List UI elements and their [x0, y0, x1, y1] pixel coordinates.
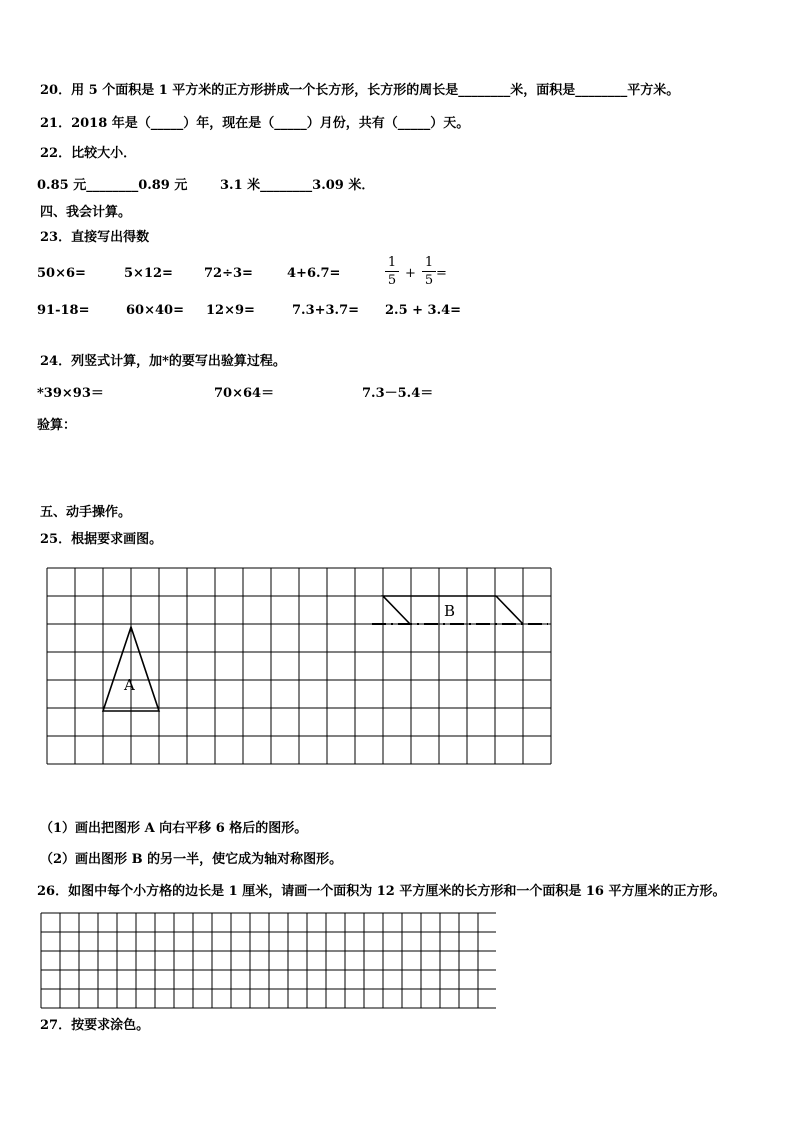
- drawing-grid-25[interactable]: [46, 566, 554, 770]
- calc-item: 7.3+3.7=: [292, 303, 360, 318]
- question-24-title: 24．列竖式计算，加*的要写出验算过程。: [40, 354, 286, 369]
- equals-sign: =: [436, 266, 447, 281]
- calc-item: 4+6.7=: [287, 266, 341, 281]
- fraction-bar: [422, 271, 436, 272]
- grid-lines: [47, 568, 551, 764]
- numerator: 1: [424, 255, 434, 270]
- fraction-one-fifth-a: [385, 255, 399, 288]
- plus-sign: +: [405, 266, 416, 281]
- numerator: 1: [387, 255, 397, 270]
- section-4-heading: 四、我会计算。: [40, 205, 132, 220]
- fraction-bar: [385, 271, 399, 272]
- grid-lines: [41, 913, 496, 1008]
- calc-item: 12×9=: [206, 303, 255, 318]
- compare-b: 3.1 米________3.09 米．: [220, 178, 375, 193]
- section-5-heading: 五、动手操作。: [40, 505, 132, 520]
- question-26-title: 26．如图中每个小方格的边长是 1 厘米，请画一个面积为 12 平方厘米的长方形和一个面积是 16 平方厘米的正方形。: [37, 884, 726, 899]
- question-25-title: 25．根据要求画图。: [40, 532, 163, 547]
- vertical-calc-item: 7.3－5.4＝: [362, 386, 434, 401]
- question-25-part-2: （2）画出图形 B 的另一半，使它成为轴对称图形。: [40, 852, 343, 867]
- question-27-title: 27．按要求涂色。: [40, 1018, 150, 1033]
- vertical-calc-item: 70×64＝: [214, 386, 275, 401]
- calc-item: 72÷3=: [204, 266, 253, 281]
- calc-item: 5×12=: [124, 266, 173, 281]
- compare-a: 0.85 元________0.89 元: [37, 178, 188, 193]
- question-25-part-1: （1）画出把图形 A 向右平移 6 格后的图形。: [40, 821, 308, 836]
- drawing-grid-26[interactable]: [40, 912, 496, 1010]
- calc-item: 60×40=: [126, 303, 184, 318]
- vertical-calc-item: *39×93＝: [37, 386, 104, 401]
- check-label: 验算：: [37, 418, 77, 433]
- question-20: 20．用 5 个面积是 1 平方米的正方形拼成一个长方形，长方形的周长是________米，面积是________平方米。: [40, 83, 680, 98]
- figure-b-label: B: [444, 602, 456, 620]
- calc-item: 2.5 + 3.4=: [385, 303, 462, 318]
- question-23-title: 23．直接写出得数: [40, 230, 150, 245]
- fraction-one-fifth-b: [422, 255, 436, 288]
- denominator: 5: [387, 273, 397, 288]
- triangle-a-label: A: [124, 676, 135, 694]
- question-21: 21．2018 年是（_____）年，现在是（_____）月份，共有（_____）天。: [40, 116, 470, 131]
- question-22-title: 22．比较大小．: [40, 146, 137, 161]
- calc-item: 91-18=: [37, 303, 90, 318]
- denominator: 5: [424, 273, 434, 288]
- calc-item: 50×6=: [37, 266, 86, 281]
